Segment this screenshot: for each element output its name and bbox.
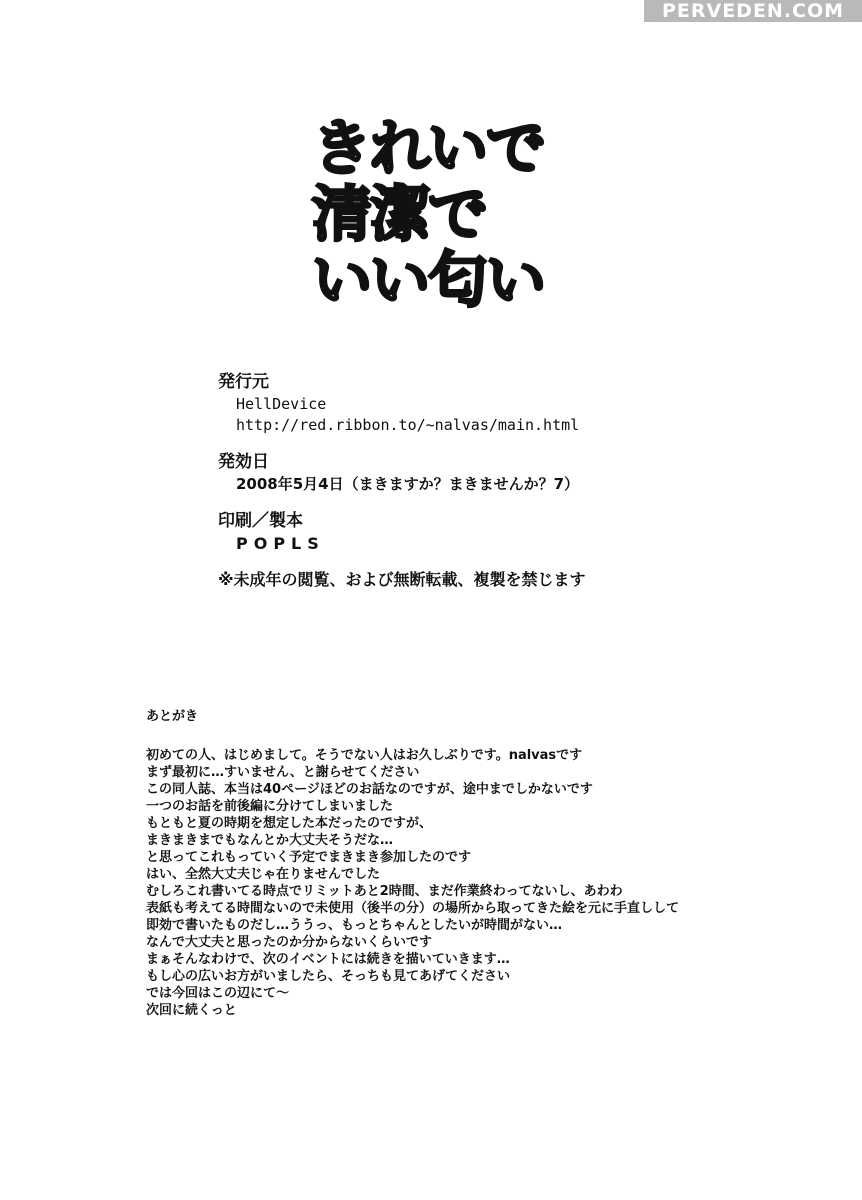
date-value: 2008年5月4日（まきますか？まきませんか？7） xyxy=(236,475,580,493)
afterword-title: あとがき xyxy=(146,709,199,724)
afterword-line: 初めての人、はじめまして。そうでない人はお久しぶりです。nalvasです xyxy=(146,748,583,763)
afterword-line: はい、全然大丈夫じゃ在りませんでした xyxy=(146,867,381,882)
afterword-line: まぁそんなわけで、次のイベントには続きを描いていきます… xyxy=(146,952,510,967)
afterword-line: と思ってこれもっていく予定でまきまき参加したのです xyxy=(146,850,472,865)
publisher-url: http://red.ribbon.to/~nalvas/main.html xyxy=(236,416,580,434)
afterword-line: もともと夏の時期を想定した本だったのですが、 xyxy=(146,816,433,831)
title-line-3: いい匂い xyxy=(312,246,544,316)
afterword-body xyxy=(146,747,806,1019)
afterword-line: 即効で書いたものだし…ううっ、もっとちゃんとしたいが時間がない… xyxy=(146,918,563,933)
print-value: POPLS xyxy=(236,534,325,553)
afterword-line: もし心の広いお方がいましたら、そっちも見てあげてください xyxy=(146,969,511,984)
afterword xyxy=(146,709,806,1019)
publisher-name: HellDevice xyxy=(236,395,327,413)
afterword-line: この同人誌、本当は40ページほどのお話なのですが、途中までしかないです xyxy=(146,782,593,797)
afterword-line: なんで大丈夫と思ったのか分からないくらいです xyxy=(146,935,433,950)
title-line-1: きれいで xyxy=(312,114,544,184)
afterword-line: まきまきまでもなんとか大丈夫そうだな… xyxy=(146,833,394,848)
afterword-line: では今回はこの辺にて～ xyxy=(146,986,290,1001)
copyright-notice: ※未成年の閲覧、および無断転載、複製を禁じます xyxy=(218,570,586,589)
date-label: 発効日 xyxy=(218,452,269,472)
colophon xyxy=(218,372,778,590)
afterword-line: 一つのお話を前後編に分けてしまいました xyxy=(146,799,394,814)
title-line-2: 清潔で xyxy=(312,180,486,250)
afterword-line: まず最初に…すいません、と謝らせてください xyxy=(146,765,420,780)
book-title xyxy=(312,114,632,316)
print-label: 印刷／製本 xyxy=(218,511,303,531)
publisher-label: 発行元 xyxy=(218,372,269,392)
afterword-line: 次回に続くっと xyxy=(146,1003,237,1018)
afterword-line: 表紙も考えてる時間ないので未使用（後半の分）の場所から取ってきた絵を元に手直しして xyxy=(146,901,680,916)
afterword-line: むしろこれ書いてる時点でリミットあと2時間、まだ作業終わってないし、あわわ xyxy=(146,884,623,899)
watermark: PERVEDEN.COM xyxy=(644,0,862,22)
